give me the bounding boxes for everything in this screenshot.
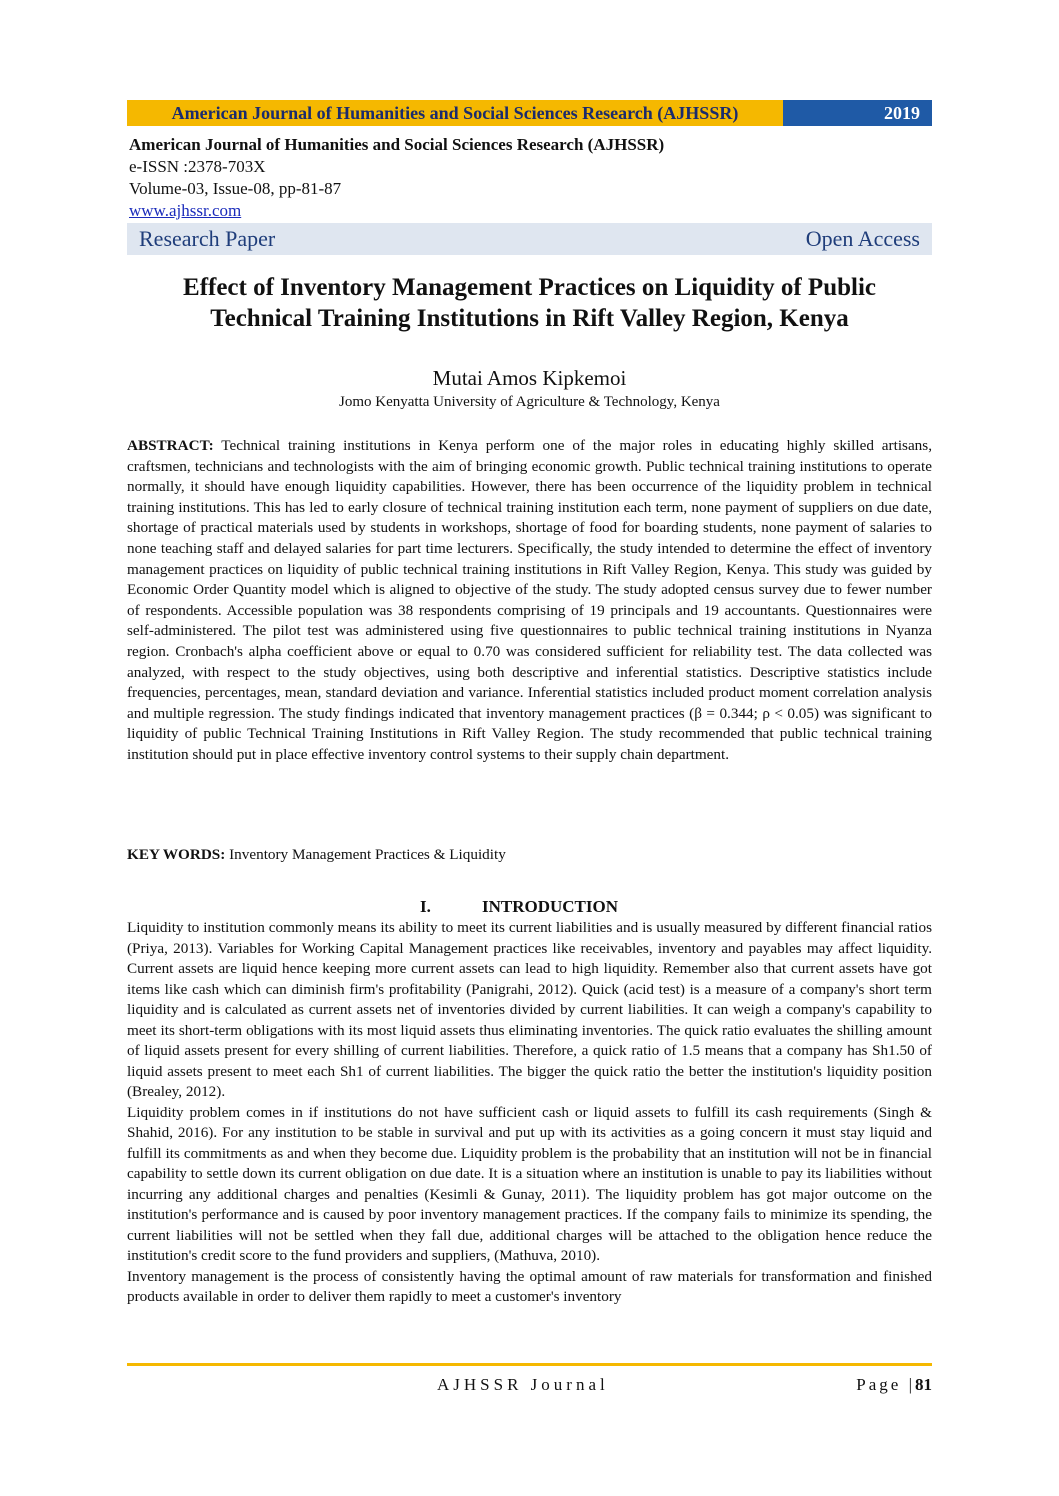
- journal-issn: e-ISSN :2378-703X: [129, 157, 266, 176]
- section-title: INTRODUCTION: [482, 897, 619, 916]
- open-access-label: Open Access: [805, 226, 920, 251]
- journal-volume: Volume-03, Issue-08, pp-81-87: [129, 179, 342, 198]
- keywords-label: KEY WORDS:: [127, 846, 226, 863]
- paper-type-label: Research Paper: [139, 226, 276, 251]
- paper-type-bar: [127, 223, 932, 255]
- paper-title-line-2: Technical Training Institutions in Rift Valley Region, Kenya: [210, 305, 849, 332]
- page-number: 81: [915, 1375, 932, 1394]
- journal-name: American Journal of Humanities and Social Sciences Research (AJHSSR): [129, 135, 665, 154]
- author-name: Mutai Amos Kipkemoi: [432, 366, 627, 390]
- intro-paragraph: Inventory management is the process of consistently having the optimal amount of raw materials for transformation and finished products available in order to deliver them rapidly to meet a customer's inventory: [127, 1267, 932, 1305]
- abstract-label: ABSTRACT:: [127, 437, 214, 454]
- footer-page-number: [856, 1375, 932, 1395]
- keywords: [127, 846, 932, 864]
- banner-year: 2019: [783, 100, 932, 126]
- introduction-body: [127, 918, 932, 1308]
- intro-paragraph: Liquidity problem comes in if institutions do not have sufficient cash or liquid assets to fulfill its cash requirements (Singh & Shahid, 2016). For any institution to be stable in survival and put up with its activities as a going concern it must stay liquid and fulfill its commitments as and when they become due. Liquidity problem is the probability that an institution will not be in financial capability to settle down its current obligation on due date. It is a situation where an institution is unable to pay its liabilities without incurring any additional charges and penalties (Kesimli & Gunay, 2011). The liquidity problem has got major outcome on the institution's performance and is caused by poor inventory management practices. If the company fails to minimize its spending, the current liabilities will not be settled when they fall due, additional charges will be attached to the obligation hence reduce the institution's credit score to the fund providers and suppliers, (Mathuva, 2010).: [127, 1103, 932, 1264]
- keywords-text: Inventory Management Practices & Liquidity: [225, 846, 506, 863]
- journal-info: [129, 134, 664, 222]
- page-label: Page |: [856, 1375, 915, 1394]
- paper-title: [127, 272, 932, 334]
- banner-journal-name: American Journal of Humanities and Social Sciences Research (AJHSSR): [127, 100, 783, 126]
- intro-paragraph: Liquidity to institution commonly means its ability to meet its current liabilities and is usually measured by different financial ratios (Priya, 2013). Variables for Working Capital Management practices like receivables, inventory and payables may affect liquidity. Current assets are liquid hence keeping more current assets can lead to high liquidity. Remember also that current assets have got items like cash which can diminish firm's profitability (Panigrahi, 2012). Quick (acid test) is a measure of a company's short term liquidity and is calculated as current assets net of inventories divided by current liabilities. It can weigh a company's capability to meet its short-term obligations with its most liquid assets thus eliminating inventories. The quick ratio evaluates the shilling amount of liquid assets present for every shilling of current liabilities. Therefore, a quick ratio of 1.5 means that a company has Sh1.50 of liquid assets present to meet each Sh1 of current liabilities. The bigger the quick ratio the better the institution's liquidity position (Brealey, 2012).: [127, 919, 932, 1100]
- abstract-text: Technical training institutions in Kenya perform one of the major roles in educating highly skilled artisans, craftsmen, technicians and technologists with the aim of bringing economic growth. Public technical training institutions to operate normally, it should have enough liquidity capabilities. However, there has been occurrence of the liquidity problem in technical training institutions. This has led to early closure of technical training institution each term, none payment of suppliers on due date, shortage of practical materials used by students in workshops, shortage of food for boarding students, none payment of salaries to none teaching staff and delayed salaries for part time lecturers. Specifically, the study intended to determine the effect of inventory management practices on liquidity of public technical training institutions in Rift Valley Region, Kenya. This study was guided by Economic Order Quantity model which is aligned to objective of the study. The study adopted census survey due to fewer number of respondents. Accessible population was 38 respondents comprising of 19 principals and 19 accountants. Questionnaires were self-administered. The pilot test was administered using five questionnaires to public technical training institutions in Nyanza region. Cronbach's alpha coefficient above or equal to 0.70 was considered sufficient for reliability test. The data collected was analyzed, with respect to the study objectives, using both descriptive and inferential statistics. Descriptive statistics include frequencies, percentages, mean, standard deviation and variance. Inferential statistics included product moment correlation analysis and multiple regression. The study findings indicated that inventory management practices (β = 0.344; ρ < 0.05) was significant to liquidity of public Technical Training Institutions in Rift Valley Region. The study recommended that public technical training institution should put in place effective inventory control systems to their supply chain department.: [127, 437, 932, 763]
- abstract: [127, 436, 932, 766]
- journal-website-link[interactable]: www.ajhssr.com: [129, 201, 242, 220]
- footer-journal-name: AJHSSR Journal: [437, 1375, 609, 1394]
- section-number: I.: [420, 897, 431, 916]
- header-banner: [127, 100, 932, 126]
- author-affiliation: Jomo Kenyatta University of Agriculture & Technology, Kenya: [339, 394, 720, 410]
- footer-rule: [127, 1363, 932, 1366]
- paper-title-line-1: Effect of Inventory Management Practices on Liquidity of Public: [183, 274, 876, 301]
